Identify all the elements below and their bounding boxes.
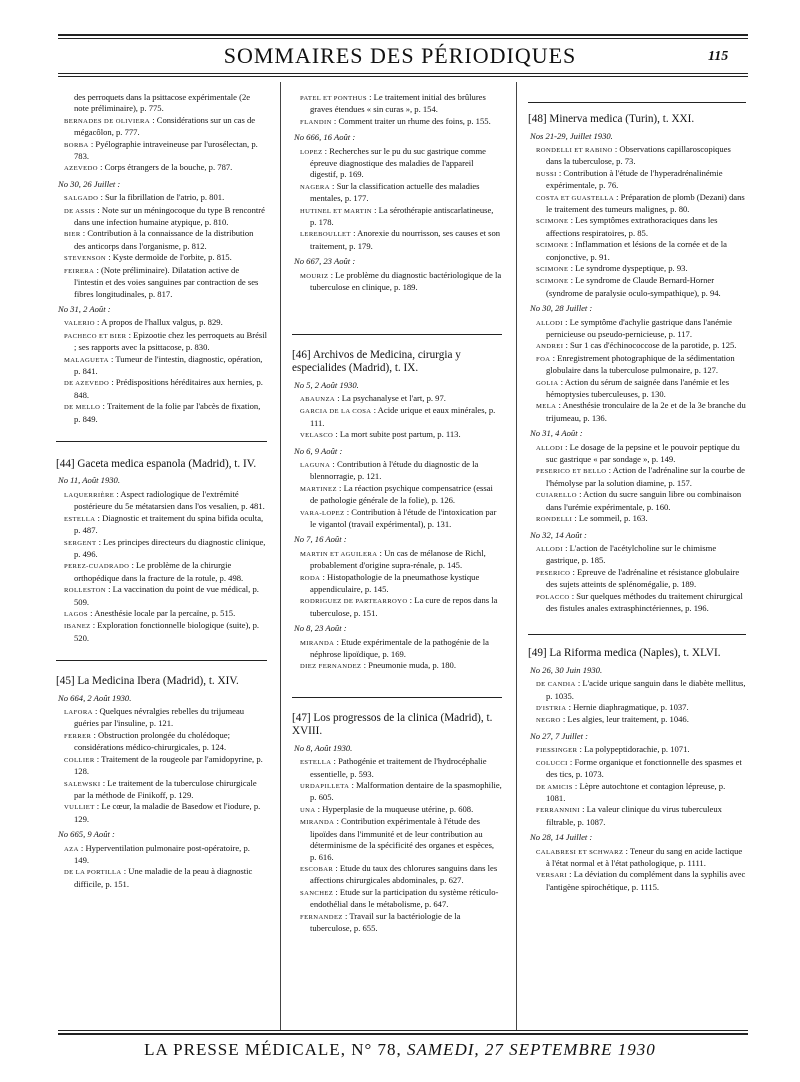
entry (64, 354, 267, 378)
entry-author: COSTA ET GUASTELLA (536, 194, 614, 202)
section-rule (292, 334, 502, 335)
entry-text: : Anorexie du nourrisson, ses causes et son traitement, p. 179. (310, 228, 501, 251)
entry (536, 144, 746, 168)
entry-author: SERGENT (64, 539, 97, 547)
entry-author: IBANEZ (64, 623, 91, 631)
entry-author: LOPEZ (300, 148, 323, 156)
entry-text: : Diagnostic et traitement du spina bifida oculta, p. 487. (74, 512, 264, 536)
entry (300, 548, 502, 572)
entry-author: LAFORA (64, 709, 93, 717)
entry-author: ALLODI (536, 545, 563, 553)
entry-author: COLLIER (64, 756, 95, 764)
entry (300, 660, 502, 672)
entry-author: MARTIN ET AGUILERA (300, 550, 378, 558)
issue-heading: No 6, 9 Août : (294, 445, 343, 456)
entry-author: ROLLESTON (64, 587, 106, 595)
entry (64, 754, 267, 778)
footer-rule (58, 1030, 748, 1031)
entry (64, 252, 267, 264)
entry (64, 489, 267, 513)
entry (300, 459, 502, 483)
entry-author: SCIMONE (536, 265, 569, 273)
entry-author: MIRANDA (300, 819, 335, 827)
entry-author: HUTINEL ET MARTIN (300, 207, 372, 215)
entry-text: : Traitement de la rougeole par l'amidopyrine, p. 128. (74, 753, 263, 777)
entry (300, 228, 502, 252)
entry-text: : Teneur du sang en acide lactique à l'état normal et à l'état pathologique, p. 1111. (546, 845, 743, 868)
entry-author: RODA (300, 574, 321, 582)
issue-heading: No 665, 9 Août : (58, 829, 115, 840)
entry-text: : Le dosage de la pepsine et le pouvoir peptique du suc gastrique « par sondage », p. 149. (546, 441, 740, 465)
entry (64, 537, 267, 561)
entry-author: URDAPILLETA (300, 783, 350, 791)
entry (536, 353, 746, 377)
entry-text: : Les principes directeurs du diagnostic clinique, p. 496. (74, 536, 266, 559)
entry-text: : Action du sucre sanguin libre ou combinaison dans l'urémie expérimentale, p. 160. (546, 489, 742, 512)
entry-text: : La déviation du complément dans la syphilis avec l'antigène spirochétique, p. 1115. (546, 869, 746, 892)
entry-author: FOA (536, 355, 551, 363)
entry-author: VALERIO (64, 320, 95, 328)
entry (300, 116, 502, 128)
issue-heading: No 30, 28 Juillet : (530, 303, 593, 314)
entry (300, 572, 502, 596)
entry-author: LAQUERRIÈRE (64, 491, 115, 499)
entry (300, 181, 502, 205)
column-divider (280, 82, 281, 1030)
entry (64, 778, 267, 802)
entry-author: DE AZEVEDO (64, 380, 110, 388)
section-rule (292, 697, 502, 698)
entry-author: FERNANDEZ (300, 913, 343, 921)
entry-author: PEREZ-CUADRADO (64, 563, 130, 571)
entry-text: : Le cœur, la maladie de Basedow et l'iodure, p. 129. (74, 801, 261, 824)
entry-author: PESERICO ET BELLO (536, 468, 607, 476)
journal-heading: [48] Minerva medica (Turin), t. XXI. (528, 113, 695, 125)
issue-heading: No 31, 2 Août : (58, 303, 111, 314)
entry (536, 442, 746, 466)
entry-author: SCIMONE (536, 242, 569, 250)
entry-author: FLANDIN (300, 118, 332, 126)
entry-author: DE AMICIS (536, 783, 573, 791)
entry (536, 678, 746, 702)
entry (536, 567, 746, 591)
journal-heading: [49] La Riforma medica (Naples), t. XLVI. (528, 647, 721, 660)
entry-text: : L'acide urique sanguin dans le diabète mellitus, p. 1035. (546, 678, 746, 701)
entry (64, 192, 267, 204)
entry-author: BORBA (64, 141, 89, 149)
entry-author: GARCIA DE LA COSA (300, 408, 372, 416)
entry-text: : Préparation de plomb (Dezani) dans le traitement des tumeurs malignes, p. 80. (546, 191, 745, 214)
entry-author: D'ISTRIA (536, 705, 567, 713)
entry-text: : Le symptôme d'achylie gastrique dans l'anémie pernicieuse ou pseudo-pernicieuse, p. 117. (546, 316, 732, 339)
footer-journal: LA PRESSE MÉDICALE, N° 78, (144, 1040, 402, 1059)
entry (300, 863, 502, 887)
entry-author: DE MELLO (64, 404, 101, 412)
entry-author: VELASCO (300, 432, 334, 440)
entry (300, 483, 502, 507)
journal-heading: [47] Los progressos de la clinica (Madrid), t. XVIII. (292, 711, 493, 738)
column-divider (516, 82, 517, 1030)
entry-author: MIRANDA (300, 639, 335, 647)
section-rule (528, 634, 746, 635)
entry-text: : La valeur clinique du virus tuberculeux filtrable, p. 1087. (546, 804, 722, 827)
entry-text: : Etude sur la participation du système réticulo-endothélial dans le métabolisme, p. 647. (310, 886, 499, 910)
entry-text: : Le problème de la chirurgie orthopédique dans la fracture de la rotule, p. 498. (74, 560, 244, 583)
entry: des perroquets dans la psittacose expérimentale (2e note préliminaire), p. 775. (74, 92, 251, 114)
entry-text: : Le sommeil, p. 163. (574, 513, 648, 524)
entry-text: : Action de l'adrénaline sur la courbe de l'hémolyse par la solution diamine, p. 157. (546, 465, 745, 488)
entry-text: : Comment traiter un rhume des foins, p. 155. (333, 115, 491, 126)
entry-text: : Hernie diaphragmatique, p. 1037. (568, 702, 689, 713)
entry-author: VARA-LOPEZ (300, 509, 345, 517)
entry (300, 393, 502, 405)
entry-text: : Sur 1 cas d'échinococcose de la parotide, p. 125. (565, 340, 737, 351)
entry-text: : Lèpre autochtone et contagion lépreuse, p. 1081. (546, 780, 726, 803)
entry-author: PATEL ET PONTHUS (300, 95, 367, 102)
entry-text: : Une maladie de la peau à diagnostic difficile, p. 151. (74, 866, 253, 889)
entry-text: : Sur la classification actuelle des maladies mentales, p. 177. (310, 180, 480, 204)
entry-text: : Un cas de mélanose de Richl, probablement d'origine supra-rénale, p. 145. (310, 547, 486, 571)
entry-author: MALAGUETA (64, 356, 109, 364)
entry-text: : Histopathologie de la pneumathose kystique appendiculaire, p. 145. (310, 571, 480, 594)
entry (536, 869, 746, 893)
entry-text: : Les algies, leur traitement, p. 1046. (562, 714, 689, 725)
issue-heading: No 8, 23 Août : (294, 623, 347, 634)
entry-text: : Hyperventilation pulmonaire post-opératoire, p. 149. (74, 842, 250, 865)
page-title: SOMMAIRES DES PÉRIODIQUES (223, 43, 577, 68)
entry-text: : Recherches sur le pu du suc gastrique comme épreuve diagnostique des maladies de l'appareil digestif, p. 169. (310, 145, 486, 180)
entry (64, 162, 267, 174)
entry-author: MOURIZ (300, 272, 329, 280)
entry-author: FEIRERA (64, 267, 95, 275)
entry-text: : Malformation dentaire de la spasmophilie, p. 605. (310, 780, 502, 803)
entry-text: : Traitement de la folie par l'abcès de fixation, p. 849. (74, 401, 261, 424)
entry-author: SCIMONE (536, 278, 569, 286)
entry (64, 866, 267, 890)
entry (536, 215, 746, 239)
entry (300, 816, 502, 863)
entry-text: : Les symptômes extrathoraciques dans les affections respiratoires, p. 85. (546, 215, 718, 238)
issue-heading: No 8, Août 1930. (294, 742, 353, 753)
entry-author: VERSARI (536, 872, 568, 880)
entry (536, 317, 746, 341)
entry-author: FERRANNINI (536, 807, 580, 815)
entry (300, 637, 502, 661)
footer-date: SAMEDI, 27 SEPTEMBRE 1930 (407, 1040, 656, 1059)
entry (536, 781, 746, 805)
top-rule (58, 34, 748, 36)
entry-author: ESCOBAR (300, 865, 334, 873)
entry-text: : Quelques névralgies rebelles du trijumeau guéries par l'insuline, p. 121. (74, 706, 245, 729)
entry-author: VULLIET (64, 804, 95, 812)
header-rule (58, 73, 748, 74)
entry-author: NAGERA (300, 183, 330, 191)
entry-text: : Anesthésie tronculaire de la 2e et de la 3e branche du trijumeau, p. 136. (546, 400, 746, 423)
entry (64, 560, 267, 584)
entry (536, 804, 746, 828)
entry-text: : Le syndrome de Claude Bernard-Horner (syndrome de paralysie oculo-sympathique), p. 94. (546, 275, 721, 298)
issue-heading: No 5, 2 Août 1930. (294, 379, 359, 390)
entry-text: : Le syndrome dyspeptique, p. 93. (570, 262, 688, 273)
entry (64, 843, 267, 867)
entry (300, 804, 502, 816)
entry-text: : La cure de repos dans la tuberculose, p. 151. (310, 595, 498, 618)
entry-author: ALLODI (536, 319, 563, 327)
entry (300, 595, 502, 619)
entry (536, 275, 746, 299)
entry-author: ESTELLA (300, 759, 332, 767)
entry-author: NEGRO (536, 717, 561, 725)
entry-text: : (Note préliminaire). Dilatation active de l'intestin et des voies sanguines par contraction de ses fibres longitudinales, p. 817. (74, 264, 259, 299)
issue-heading: No 7, 16 Août : (294, 534, 347, 545)
column-2 (292, 92, 502, 934)
entry-author: FIESSINGER (536, 747, 578, 755)
journal-heading: [45] La Medicina Ibera (Madrid), t. XIV. (56, 675, 239, 688)
entry-author: BERNADES DE OLIVIERA (64, 117, 151, 125)
entry-author: COLUCCI (536, 759, 568, 767)
entry (300, 270, 502, 294)
entry-author: LEREBOULLET (300, 231, 351, 239)
entry-author: PACHECO ET BIER (64, 332, 127, 340)
entry (536, 263, 746, 275)
entry-author: AZEVEDO (64, 165, 98, 173)
entry-author: DIEZ FERNANDEZ (300, 663, 362, 671)
issue-heading: No 666, 16 Août : (294, 132, 356, 143)
entry-author: RODRIGUEZ DE PARTEARROYO (300, 598, 408, 606)
entry (64, 115, 267, 139)
issue-heading: No 26, 30 Juin 1930. (530, 664, 603, 675)
entry-text: : La psychanalyse et l'art, p. 97. (337, 392, 446, 403)
entry (64, 330, 267, 354)
entry-text: : Pneumonie muda, p. 180. (363, 660, 456, 671)
page-footer (0, 1040, 800, 1060)
entry (64, 265, 267, 300)
entry (64, 139, 267, 163)
entry (536, 192, 746, 216)
entry-author: CALABRESI ET SCHWARZ (536, 848, 624, 856)
entry-author: MELA (536, 403, 557, 411)
entry-author: DE CANDIA (536, 681, 576, 689)
section-rule (528, 102, 746, 103)
entry-author: ANDREI (536, 343, 564, 351)
entry-text: : Contribution à l'étude de l'hyperadrénalinémie expérimentale, p. 76. (546, 167, 723, 191)
entry (536, 400, 746, 424)
entry-text: : Contribution à la connaissance de la distribution des anticorps dans l'organisme, p. 812. (74, 228, 254, 251)
entry (64, 513, 267, 537)
entry-author: ESTELLA (64, 515, 96, 523)
entry-text: : Exploration fonctionnelle biologique (suite), p. 520. (74, 620, 260, 643)
header-rule-thin (58, 76, 748, 77)
entry-text: : Note sur un méningocoque du type B rencontré dans une infection humaine atypique, p. 810. (74, 204, 265, 228)
entry-text: : Sur la fibrillation de l'atrio, p. 801. (100, 192, 225, 203)
entry-author: SALEWSKI (64, 780, 101, 788)
entry-text: : A propos de l'hallux valgus, p. 829. (97, 317, 223, 328)
entry-text: : Enregistrement photographique de la sédimentation globulaire dans la tuberculose pulmonaire, p. 127. (546, 352, 735, 376)
entry-author: SCIMONE (536, 218, 569, 226)
entry (64, 706, 267, 730)
entry (64, 377, 267, 401)
entry-author: MARTINEZ (300, 485, 337, 493)
column-3 (528, 92, 746, 893)
entry-text: : Epreuve de l'adrénaline et résistance globulaire des sujets atteints de splénomégalie, p. 189. (546, 566, 740, 590)
entry-text: : Contribution expérimentale à l'étude des lipoïdes dans l'immunité et de leur contribution au déterminisme de la spécificité des organes et espèces, p. 616. (310, 816, 495, 862)
entry (300, 205, 502, 229)
entry (536, 489, 746, 513)
entry-author: DE ASSIS (64, 207, 96, 215)
entry (536, 846, 746, 870)
entry-text: : Kyste dermoïde de l'orbite, p. 815. (108, 252, 232, 263)
entry (536, 465, 746, 489)
entry-author: RONDELLI (536, 516, 573, 524)
entry-author: RONDELLI ET RABINO (536, 146, 613, 154)
entry-author: BUSSI (536, 170, 557, 178)
entry-text: : Le traitement de la tuberculose chirurgicale par la méthode de Finikoff, p. 129. (74, 777, 257, 800)
entry-author: CUIARELLO (536, 492, 577, 500)
entry (536, 340, 746, 352)
entry (536, 591, 746, 615)
entry (64, 205, 267, 229)
entry-author: PESERICO (536, 569, 571, 577)
footer-rule-thick (58, 1033, 748, 1035)
issue-heading: No 667, 23 Août : (294, 256, 356, 267)
entry-text: : Le traitement initial des brûlures graves étendues « sin curas », p. 154. (310, 92, 486, 115)
entry (64, 608, 267, 620)
section-rule (56, 660, 267, 661)
entry (64, 401, 267, 425)
entry-text: : Travail sur la bactériologie de la tuberculose, p. 655. (310, 910, 461, 933)
issue-heading: No 28, 14 Juillet : (530, 832, 593, 843)
entry-text: : Contribution à l'étude du diagnostic de la blennorragie, p. 121. (310, 458, 479, 482)
entry (300, 780, 502, 804)
entry-author: SALGADO (64, 195, 99, 203)
entry-text: : Pyélographie intraveineuse par l'urosélectan, p. 783. (74, 138, 258, 162)
entry (536, 513, 746, 525)
entry-text: : Corps étrangers de la bouche, p. 787. (100, 162, 233, 173)
entry (536, 543, 746, 567)
entry (300, 405, 502, 429)
column-1 (56, 92, 267, 890)
entry-text: : Epizootie chez les perroquets au Brésil ; ses rapports avec la psittacose, p. 830. (74, 329, 268, 353)
entry-author: LAGOS (64, 610, 88, 618)
entry-text: : Prédispositions héréditaires aux hernies, p. 848. (74, 377, 263, 400)
entry (536, 757, 746, 781)
journal-heading: [46] Archivos de Medicina, cirurgia y especialides (Madrid), t. IX. (292, 348, 461, 374)
issue-heading: No 30, 26 Juillet : (58, 178, 121, 189)
entry-author: DE LA PORTILLA (64, 869, 122, 877)
entry (536, 744, 746, 756)
entry-text: : Anesthésie locale par la percaïne, p. 515. (90, 607, 236, 618)
entry-author: BIER (64, 231, 81, 239)
entry-author: FERRER (64, 732, 92, 740)
entry (536, 239, 746, 263)
top-rule-thin (58, 38, 748, 39)
entry-author: SANCHEZ (300, 889, 334, 897)
entry (300, 146, 502, 181)
entry-author: STEVENSON (64, 255, 107, 263)
entry-text: : Considérations sur un cas de mégacôlon, p. 777. (74, 114, 256, 138)
entry (536, 377, 746, 401)
entry-text: : Sur quelques méthodes du traitement chirurgical des fistules anales extrasphinctériennes, p. 196. (546, 590, 743, 613)
entry-text: : Contribution à l'étude de l'intoxication par le vigantol (travail expérimental), p. 131. (310, 506, 497, 529)
entry-text: : Tumeur de l'intestin, diagnostic, opération, p. 841. (74, 353, 263, 376)
issue-heading: No 32, 14 Août : (530, 529, 587, 540)
entry (64, 584, 267, 608)
entry (64, 228, 267, 252)
issue-heading: Nos 21-29, Juillet 1930. (530, 130, 613, 141)
entry-text: : La vaccination du point de vue médical, p. 509. (74, 584, 259, 607)
entry (300, 756, 502, 780)
entry-author: UNA (300, 806, 316, 814)
entry-text: : Aspect radiologique de l'extrémité postérieure du 5e métatarsien dans l'os vesalien, p. 481. (74, 488, 265, 512)
entry-text: : Hyperplasie de la muqueuse utérine, p. 608. (317, 803, 474, 814)
entry (300, 887, 502, 911)
entry (64, 730, 267, 754)
entry-text: : Etude du taux des chlorures sanguins dans les affections chirurgicales abdominales, p. 627. (310, 862, 498, 886)
entry (536, 702, 746, 714)
entry (300, 429, 502, 441)
entry-text: : La réaction psychique compensatrice (essai de pathologie générale de la folie), p. 126. (310, 482, 493, 506)
entry-author: POLACCO (536, 593, 570, 601)
entry-text: : La sérothérapie antiscarlatineuse, p. 178. (310, 204, 494, 228)
issue-heading: No 31, 4 Août : (530, 428, 583, 439)
issue-heading: No 664, 2 Août 1930. (58, 692, 132, 703)
entry-text: : Etude expérimentale de la pathogénie de la néphrose lipoïdique, p. 169. (310, 636, 489, 660)
issue-heading: No 11, Août 1930. (58, 475, 120, 486)
issue-heading: No 27, 7 Juillet : (530, 730, 588, 741)
entry-text: : L'action de l'acétylcholine sur le chimisme gastrique, p. 185. (546, 542, 717, 566)
entry-text: : Inflammation et lésions de la cornée et de la conjonctive, p. 91. (546, 239, 727, 262)
entry (300, 507, 502, 531)
entry-text: : Obstruction prolongée du cholédoque; considérations médico-chirurgicales, p. 124. (74, 729, 230, 753)
entry (300, 911, 502, 935)
section-rule (56, 441, 267, 442)
entry-author: AZA (64, 845, 79, 853)
entry-text: : La mort subite post partum, p. 113. (335, 429, 461, 440)
entry-text: : Observations capillaroscopiques dans la tuberculose, p. 73. (546, 143, 731, 167)
entry (64, 801, 267, 825)
entry-text: : Le problème du diagnostic bactériologique de la tuberculose en clinique, p. 189. (310, 269, 502, 293)
journal-heading: [44] Gaceta medica espanola (Madrid), t. IV. (56, 457, 257, 470)
entry (300, 92, 502, 116)
entry-author: GOLIA (536, 379, 559, 387)
entry-text: : La polypeptidorachie, p. 1071. (579, 744, 690, 755)
entry-text: : Action du sérum de saignée dans l'anémie et les hémoptysies tuberculeuses, p. 130. (546, 376, 730, 400)
entry-author: LAGUNA (300, 461, 331, 469)
page-number: 115 (708, 49, 729, 64)
entry (536, 168, 746, 192)
entry (64, 620, 267, 644)
entry (64, 317, 267, 329)
entry-author: ALLODI (536, 444, 563, 452)
entry-author: ABAUNZA (300, 395, 336, 403)
entry-text: : Forme organique et fonctionnelle des spasmes et des tics, p. 1073. (546, 756, 742, 780)
entry (536, 714, 746, 726)
entry-text: : Pathogénie et traitement de l'hydrocéphalie essentielle, p. 593. (310, 756, 487, 779)
entry-text: : Acide urique et eaux minérales, p. 111. (310, 405, 496, 428)
